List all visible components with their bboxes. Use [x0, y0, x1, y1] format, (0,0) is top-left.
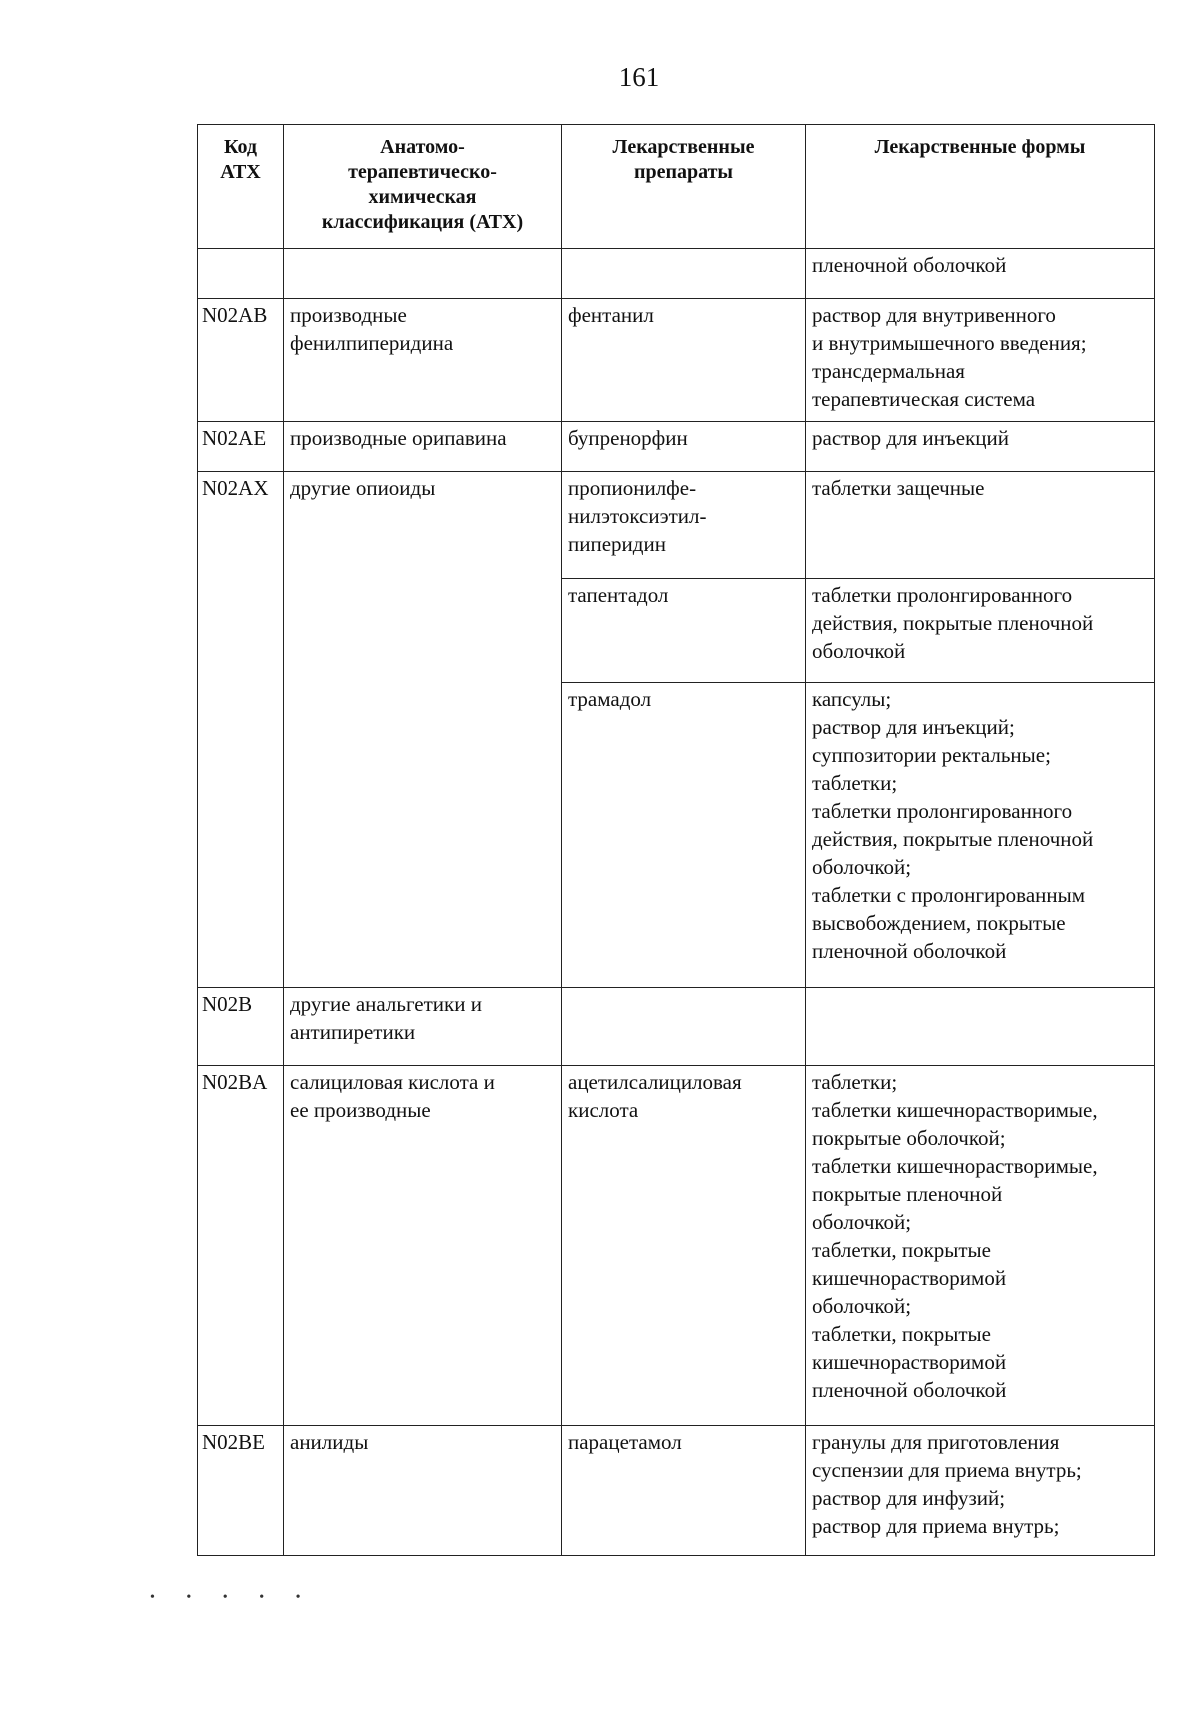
table-row [198, 472, 1155, 579]
dosage-forms: таблетки защечные [806, 472, 1155, 579]
drug-name: трамадол [562, 683, 806, 988]
page-number: 161 [618, 62, 660, 92]
atc-code: N02BE [198, 1426, 284, 1556]
header-forms: Лекарственные формы [806, 125, 1155, 249]
drug-name: пропионилфе- нилэтоксиэтил- пиперидин [562, 472, 806, 579]
header-drugs: Лекарственные препараты [562, 125, 806, 249]
atc-classification [284, 249, 562, 299]
atc-classification: производные орипавина [284, 422, 562, 472]
dosage-forms [806, 988, 1155, 1066]
dosage-forms: гранулы для приготовления суспензии для приема внутрь; раствор для инфузий; раствор для приема внутрь; [806, 1426, 1155, 1556]
drug-name: парацетамол [562, 1426, 806, 1556]
atc-code: N02AX [198, 472, 284, 988]
drug-name: ацетилсалициловая кислота [562, 1066, 806, 1426]
dosage-forms: раствор для внутривенного и внутримышечного введения; трансдермальная терапевтическая система [806, 299, 1155, 422]
header-code: Код АТХ [198, 125, 284, 249]
atc-classification: другие анальгетики и антипиретики [284, 988, 562, 1066]
dosage-forms: капсулы; раствор для инъекций; суппозитории ректальные; таблетки; таблетки пролонгированного действия, покрытые пленочной оболочкой; таблетки с пролонгированным высвобождением, покрытые пленочной оболочкой [806, 683, 1155, 988]
atc-code: N02B [198, 988, 284, 1066]
dosage-forms: пленочной оболочкой [806, 249, 1155, 299]
table-header-row [198, 125, 1155, 249]
table-row [198, 1426, 1155, 1556]
atc-table [197, 124, 1155, 1556]
drug-name: бупренорфин [562, 422, 806, 472]
table-row [198, 299, 1155, 422]
header-classification: Анатомо- терапевтическо- химическая классификация (АТХ) [284, 125, 562, 249]
drug-name [562, 988, 806, 1066]
table-row [198, 988, 1155, 1066]
drug-name: тапентадол [562, 579, 806, 683]
atc-classification: производные фенилпиперидина [284, 299, 562, 422]
table-row [198, 1066, 1155, 1426]
drug-name: фентанил [562, 299, 806, 422]
drug-name [562, 249, 806, 299]
dosage-forms: таблетки; таблетки кишечнорастворимые, покрытые оболочкой; таблетки кишечнорастворимые, покрытые пленочной оболочкой; таблетки, покрытые кишечнорастворимой оболочкой; таблетки, покрытые кишечнорастворимой пленочной оболочкой [806, 1066, 1155, 1426]
atc-code: N02AB [198, 299, 284, 422]
dosage-forms: таблетки пролонгированного действия, покрытые пленочной оболочкой [806, 579, 1155, 683]
table-row [198, 249, 1155, 299]
atc-code [198, 249, 284, 299]
atc-classification: анилиды [284, 1426, 562, 1556]
table-row [198, 422, 1155, 472]
atc-code: N02AE [198, 422, 284, 472]
atc-code: N02BA [198, 1066, 284, 1426]
scan-specks: • • • • • [150, 1590, 315, 1605]
atc-classification: другие опиоиды [284, 472, 562, 988]
atc-classification: салициловая кислота и ее производные [284, 1066, 562, 1426]
dosage-forms: раствор для инъекций [806, 422, 1155, 472]
